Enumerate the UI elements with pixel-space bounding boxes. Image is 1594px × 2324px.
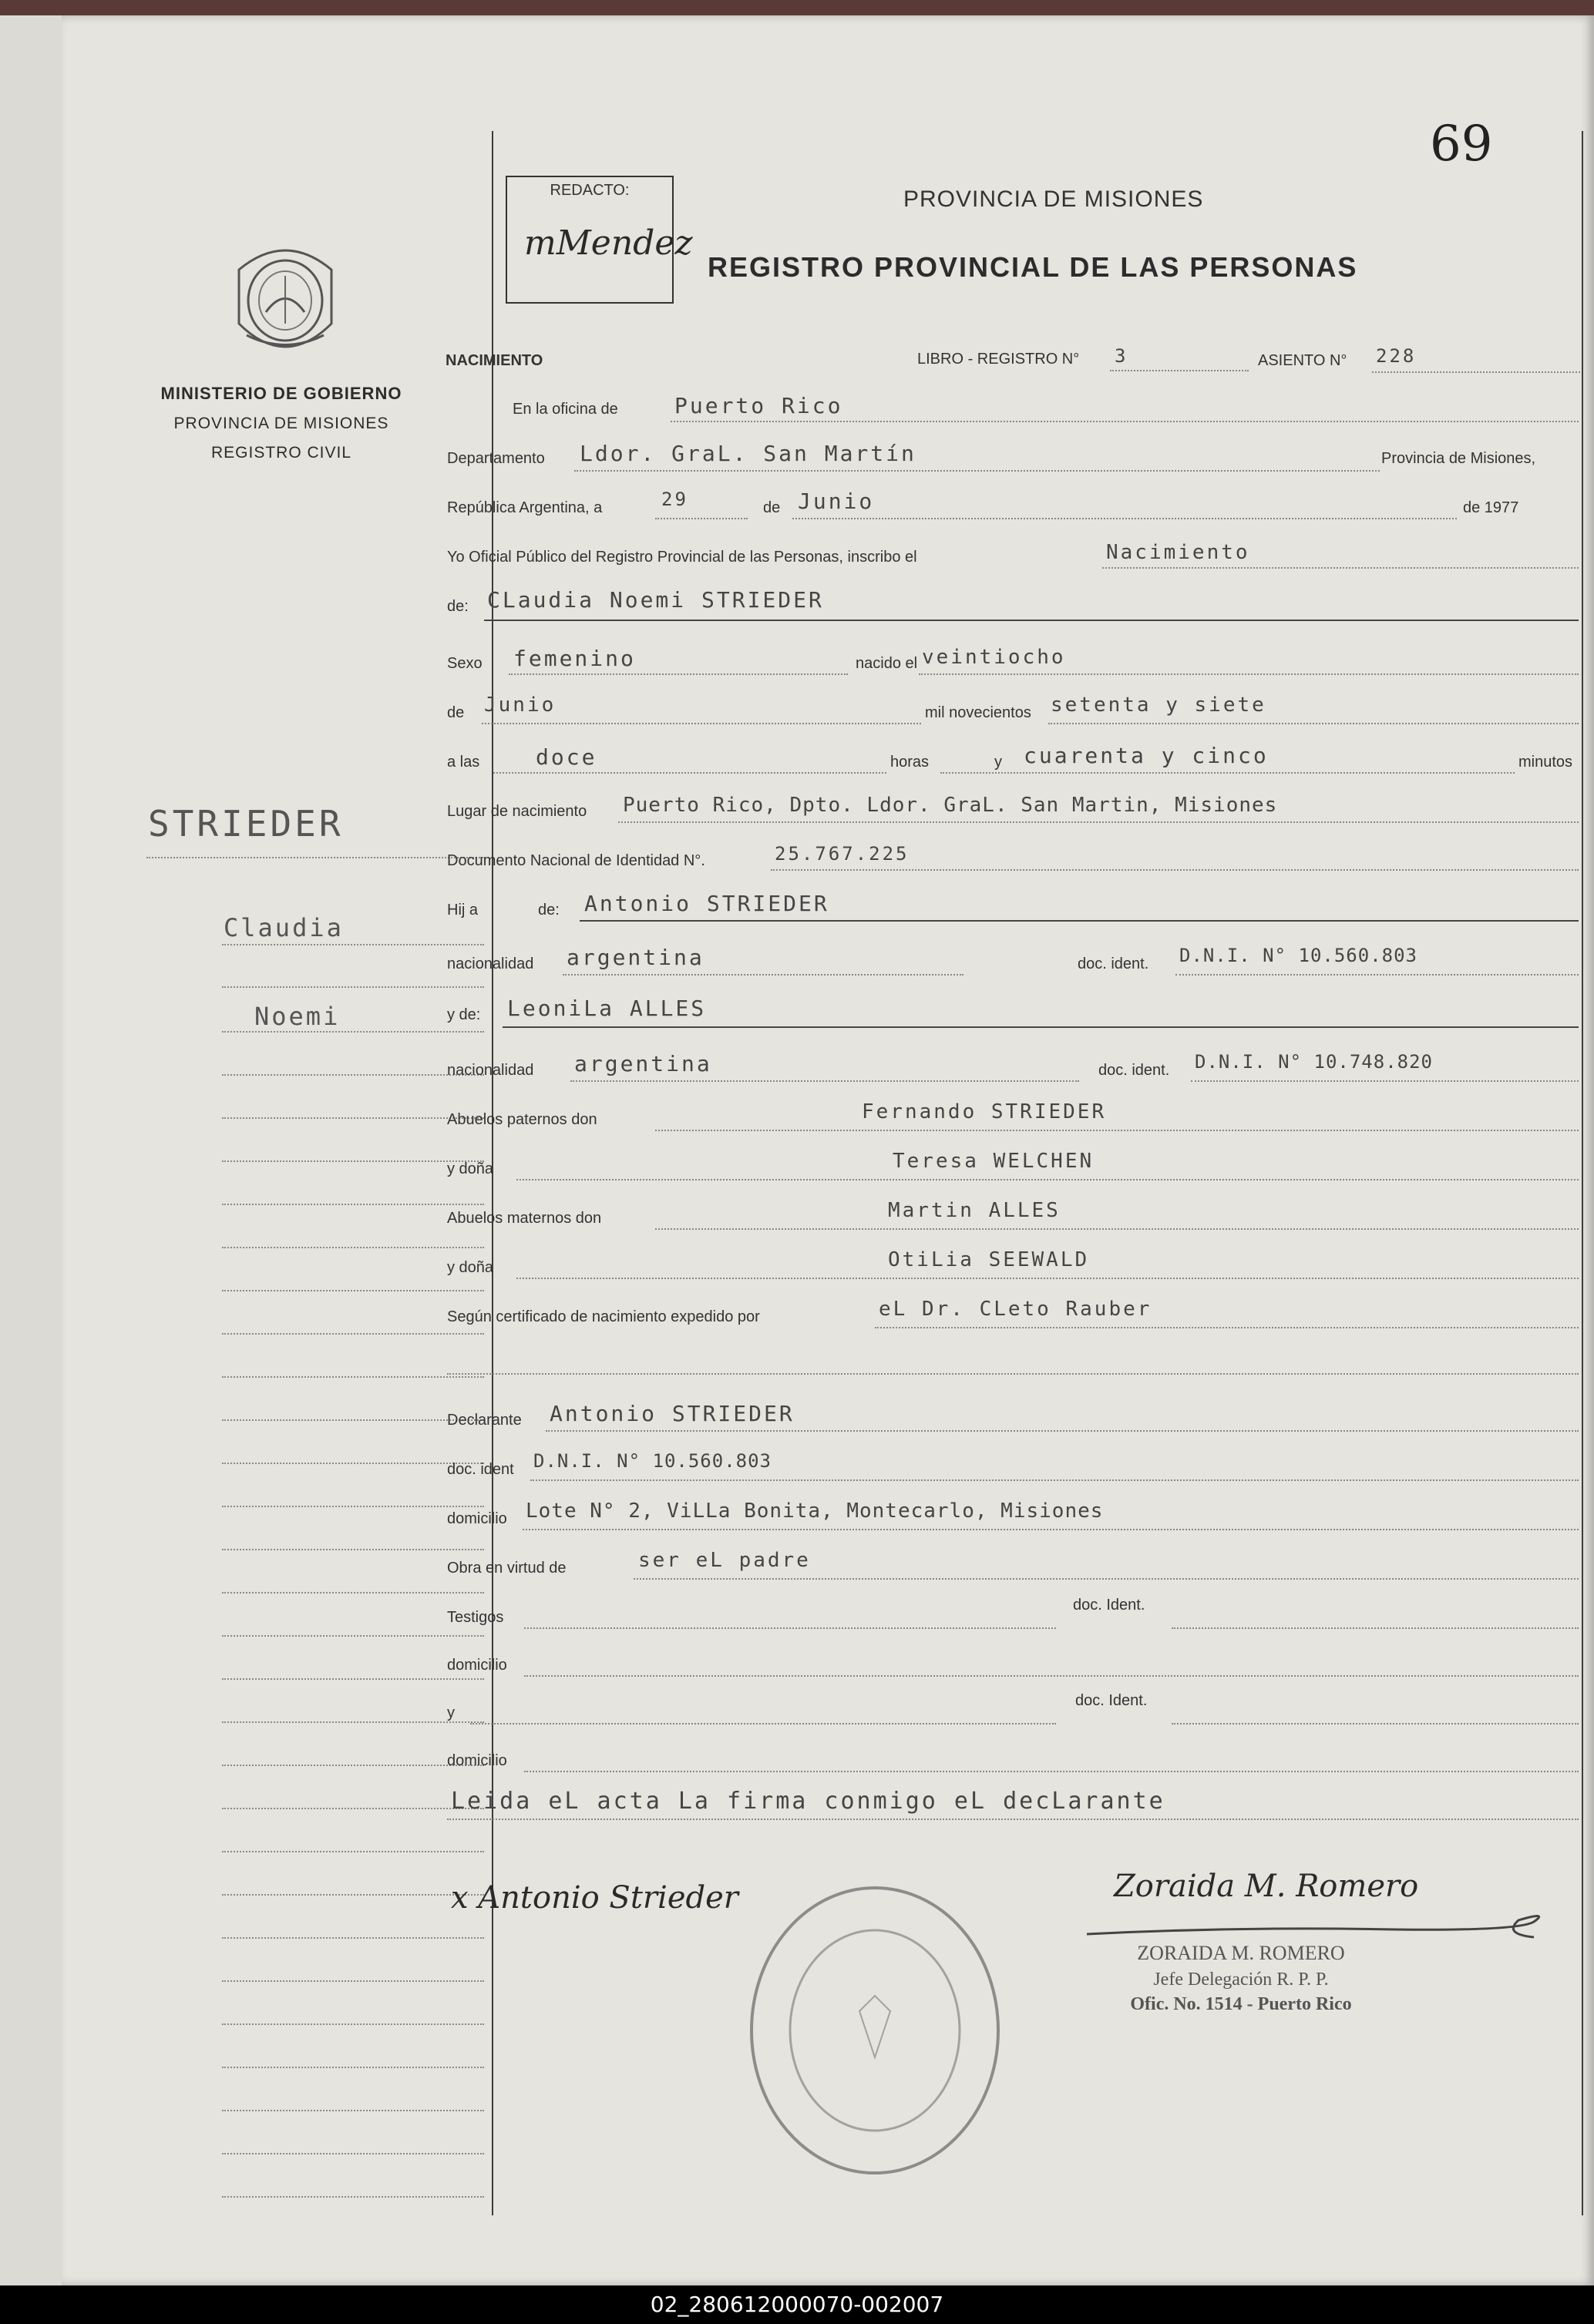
abuelos-maternos-label: Abuelos maternos don [447,1210,602,1227]
provincia-label: Provincia de Misiones, [1381,450,1536,467]
declarante-label: Declarante [447,1412,522,1429]
margin-line [146,857,486,858]
margin-line [222,1376,484,1378]
record-type: NACIMIENTO [446,352,543,369]
dotted-line [940,772,1515,774]
margin-line [222,1721,484,1723]
de-label: de [763,499,781,516]
y2-label: y [447,1704,455,1721]
margin-line [222,1290,484,1291]
dotted-line [470,1723,1056,1725]
declarante-value: Antonio STRIEDER [550,1401,795,1426]
dotted-line [634,1578,1579,1580]
official-name: ZORAIDA M. ROMERO [1137,1942,1345,1964]
dotted-line [524,1675,1579,1677]
dotted-line [509,673,848,675]
page-number: 69 [1430,116,1493,173]
abuela-paterna-label: y doña [447,1160,494,1177]
domicilio-value: Lote N° 2, ViLLa Bonita, Montecarlo, Misiones [526,1500,1104,1523]
margin-middle-name: Noemi [254,1002,341,1031]
ministry-block [135,384,428,462]
dotted-line [1191,1080,1579,1082]
mother-value: LeoniLa ALLES [507,996,707,1021]
header-registry: REGISTRO PROVINCIAL DE LAS PERSONAS [708,251,1358,283]
dotted-line [516,1179,1579,1180]
name-value: CLaudia Noemi STRIEDER [487,587,824,613]
margin-line [222,986,484,988]
margin-line [222,1031,484,1033]
dotted-line [524,1627,1056,1629]
dotted-line [1175,974,1579,976]
margin-line [222,1894,484,1896]
dotted-line [493,772,886,774]
hija-de-label: de: [538,902,560,919]
certificado-label: Según certificado de nacimiento expedido por [447,1308,760,1325]
doc-ident2-label: doc. Ident. [1075,1692,1148,1709]
declarante-doc: D.N.I. N° 10.560.803 [533,1450,772,1472]
official-office: Ofic. No. 1514 - Puerto Rico [1130,1994,1352,2014]
dotted-line [546,1430,1579,1432]
redacto-box [506,176,693,304]
footer-code: 02_280612000070-002007 [650,2292,944,2317]
dotted-line [447,1373,1579,1375]
solid-line [503,1026,1579,1028]
closing-text: Leida eL acta La firma conmigo eL decLarante [451,1788,1165,1815]
lugar-value: Puerto Rico, Dpto. Ldor. GraL. San Martin, Misiones [623,794,1278,817]
margin-line [222,2153,484,2154]
mother-nationality-label: nacionalidad [447,1062,534,1079]
margin-line [222,1678,484,1680]
margin-line [222,2110,484,2111]
sexo-value: femenino [513,646,636,671]
birth-month-value: Junio [484,694,557,717]
lugar-label: Lugar de nacimiento [447,803,587,820]
margin-line [222,1117,484,1119]
ministry-title: MINISTERIO DE GOBIERNO [160,384,402,403]
nacido-value: veintiocho [922,646,1066,669]
mil-label: mil novecientos [925,704,1031,721]
republica-label: República Argentina, a [447,499,603,516]
abuelos-paternos-label: Abuelos paternos don [447,1111,597,1128]
dotted-line [1110,370,1249,371]
form-frame-right [1582,131,1583,2215]
dotted-line [524,1771,1579,1772]
declarante-doc-label: doc. ident [447,1461,514,1478]
margin-line [222,2023,484,2025]
margin-line [222,1160,484,1162]
margin-line [222,1635,484,1637]
margin-line [222,1851,484,1852]
margin-line [222,1419,484,1421]
year-label: de 1977 [1463,499,1519,516]
dotted-line [482,723,921,724]
ministry-province: PROVINCIA DE MISIONES [173,415,389,432]
de-month-label: de [447,704,465,721]
hija-label: Hij a [447,902,479,919]
abuela-materna-label: y doña [447,1259,494,1276]
asiento-value: 228 [1376,345,1417,367]
mother-nationality: argentina [574,1051,712,1076]
registry-seal [744,1880,1006,2185]
oficina-label: En la oficina de [513,401,618,418]
ministry-office: REGISTRO CIVIL [210,444,352,462]
abuela-materna: OtiLia SEEWALD [888,1248,1090,1271]
abuelo-materno: Martin ALLES [888,1199,1061,1222]
y-de-label: y de: [447,1006,481,1023]
a-las-label: a las [447,754,480,771]
dotted-line [1172,1723,1579,1725]
dotted-line [1372,371,1580,373]
dni-value: 25.767.225 [775,843,910,865]
nacido-label: nacido el [856,655,918,672]
father-doc-label: doc. ident. [1078,955,1149,972]
margin-line [222,1592,484,1594]
margin-line [222,1765,484,1766]
margin-line [222,1463,484,1464]
obra-value: ser eL padre [638,1549,811,1572]
header-province: PROVINCIA DE MISIONES [903,186,1204,212]
abuelo-paterno: Fernando STRIEDER [862,1100,1107,1123]
certificado-value: eL Dr. CLeto Rauber [879,1298,1152,1321]
redacto-label: REDACTO: [550,182,630,199]
hour-value: doce [536,744,597,770]
margin-line [222,1808,484,1809]
dotted-line [771,869,1579,871]
footer-bar [0,2285,1594,2324]
margin-line [222,1074,484,1076]
margin-line [222,1937,484,1939]
margin-line [222,1333,484,1335]
official-role: Jefe Delegación R. P. P. [1153,1970,1329,1990]
father-value: Antonio STRIEDER [584,891,829,916]
obra-label: Obra en virtud de [447,1560,567,1577]
margin-line [222,1506,484,1507]
minutos-label: minutos [1518,754,1573,771]
dotted-line [1172,1627,1579,1629]
horas-label: horas [890,754,930,771]
domicilio-label: domicilio [447,1510,507,1527]
margin-surname: STRIEDER [148,803,344,845]
dotted-line [618,821,1579,823]
de-name-label: de: [447,598,469,615]
margin-line [222,944,484,945]
father-nationality: argentina [567,945,705,970]
dotted-line [570,1080,1079,1082]
dotted-line [447,1819,1579,1820]
dotted-line [1102,567,1579,569]
dotted-line [523,1529,1579,1530]
dotted-line [1048,723,1579,724]
oficial-label: Yo Oficial Público del Registro Provincial de las Personas, inscribo el [447,549,917,566]
dotted-line [530,1479,1579,1481]
oficial-value: Nacimiento [1106,541,1250,564]
mother-doc-label: doc. ident. [1098,1062,1170,1079]
departamento-label: Departamento [447,450,545,467]
oficina-value: Puerto Rico [674,393,843,418]
margin-first-name: Claudia [224,913,344,942]
margin-line [222,1204,484,1205]
libro-label: LIBRO - REGISTRO N° [917,351,1080,368]
mother-doc: D.N.I. N° 10.748.820 [1195,1051,1433,1073]
dotted-line [655,1228,1579,1230]
official-signature: Zoraida M. Romero [1114,1869,1419,1904]
dotted-line [655,518,748,519]
page [62,15,1594,2285]
redacto-signature: mMendez [524,223,693,263]
margin-line [222,1247,484,1248]
minutes-value: cuarenta y cinco [1024,743,1269,768]
dotted-line [574,470,1380,472]
y-label: y [994,754,1002,771]
libro-value: 3 [1115,345,1128,367]
declarant-signature: x Antonio Strieder [451,1880,738,1916]
testigos-doc-label: doc. Ident. [1073,1597,1145,1614]
dotted-line [875,1327,1579,1328]
father-doc: D.N.I. N° 10.560.803 [1179,945,1417,966]
dotted-line [919,673,1579,675]
solid-line [580,920,1579,922]
departamento-value: Ldor. GraL. San Martín [580,441,916,466]
dni-label: Documento Nacional de Identidad N°. [447,852,705,869]
asiento-label: ASIENTO N° [1258,352,1347,369]
margin-line [222,2067,484,2068]
abuela-paterna: Teresa WELCHEN [893,1150,1095,1173]
dotted-line [516,1278,1579,1279]
dotted-line [563,974,963,976]
dotted-line [792,518,1457,519]
father-nationality-label: nacionalidad [447,955,534,972]
day-value: 29 [661,489,688,510]
testigos-label: Testigos [447,1609,504,1626]
coat-of-arms-emblem [224,239,347,374]
solid-line [484,620,1579,621]
margin-line [222,1980,484,1982]
domicilio3-label: domicilio [447,1752,507,1769]
mil-value: setenta y siete [1051,694,1266,717]
month-value: Junio [798,489,875,514]
domicilio2-label: domicilio [447,1657,507,1674]
document-sheet [0,15,1594,2285]
sexo-label: Sexo [447,655,483,672]
margin-line [222,2196,484,2198]
dotted-line [655,1130,1579,1131]
margin-line [222,1549,484,1550]
dotted-line [671,421,1579,422]
